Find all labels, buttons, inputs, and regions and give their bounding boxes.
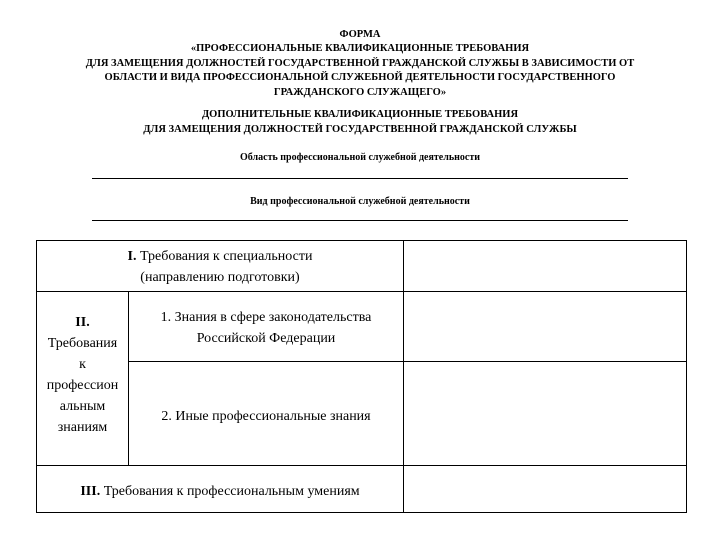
requirements-table — [36, 240, 687, 513]
area-label: Область профессиональной служебной деятельности — [239, 152, 481, 163]
title-line-3: ОБЛАСТИ И ВИДА ПРОФЕССИОНАЛЬНОЙ СЛУЖЕБНОЙ ДЕЯТЕЛЬНОСТИ ГОСУДАРСТВЕННОГО — [104, 72, 616, 84]
area-fill-line[interactable] — [92, 178, 628, 179]
row1-numeral: I. — [127, 249, 137, 264]
title-line-1: «ПРОФЕССИОНАЛЬНЫЕ КВАЛИФИКАЦИОННЫЕ ТРЕБОВАНИЯ — [190, 43, 530, 54]
row3-numeral: III. — [80, 484, 101, 499]
row2-label-2: к — [79, 357, 86, 372]
knowledge-requirements-label — [37, 312, 128, 438]
specialty-requirements-label — [37, 246, 403, 288]
row2-numeral: II. — [75, 315, 90, 330]
form-label: ФОРМА — [339, 29, 381, 40]
row-divider-2 — [37, 465, 686, 466]
row2-label-5: знаниям — [57, 420, 108, 435]
skills-requirements-label — [37, 481, 403, 502]
row2-label-4: альным — [59, 399, 106, 414]
title-line-4: ГРАЖДАНСКОГО СЛУЖАЩЕГО» — [273, 86, 447, 98]
title-line-2: ДЛЯ ЗАМЕЩЕНИЯ ДОЛЖНОСТЕЙ ГОСУДАРСТВЕННОЙ ГРАЖДАНСКОЙ СЛУЖБЫ В ЗАВИСИМОСТИ ОТ — [85, 57, 635, 69]
subtitle-line-2: ДЛЯ ЗАМЕЩЕНИЯ ДОЛЖНОСТЕЙ ГОСУДАРСТВЕННОЙ ГРАЖДАНСКОЙ СЛУЖБЫ — [143, 123, 577, 135]
row2-label-1: Требования — [47, 336, 118, 351]
kind-fill-line[interactable] — [92, 220, 628, 221]
kind-label: Вид профессиональной служебной деятельности — [250, 196, 470, 207]
row1-line2: (направлению подготовки) — [140, 270, 300, 285]
knowledge-sub-divider — [128, 361, 686, 362]
row-divider-1 — [37, 291, 686, 292]
legislation-knowledge-label — [129, 307, 403, 349]
row1-line1: Требования к специальности — [139, 249, 313, 264]
row2-label-3: профессион — [46, 378, 119, 393]
value-column-divider — [403, 241, 404, 512]
subtitle-line-1: ДОПОЛНИТЕЛЬНЫЕ КВАЛИФИКАЦИОННЫЕ ТРЕБОВАНИЯ — [201, 109, 519, 120]
sub1-line1: 1. Знания в сфере законодательства — [160, 310, 372, 325]
other-knowledge-label: 2. Иные профессиональные знания — [161, 409, 371, 424]
row3-label: Требования к профессиональным умениям — [103, 484, 360, 499]
sub1-line2: Российской Федерации — [196, 331, 336, 346]
